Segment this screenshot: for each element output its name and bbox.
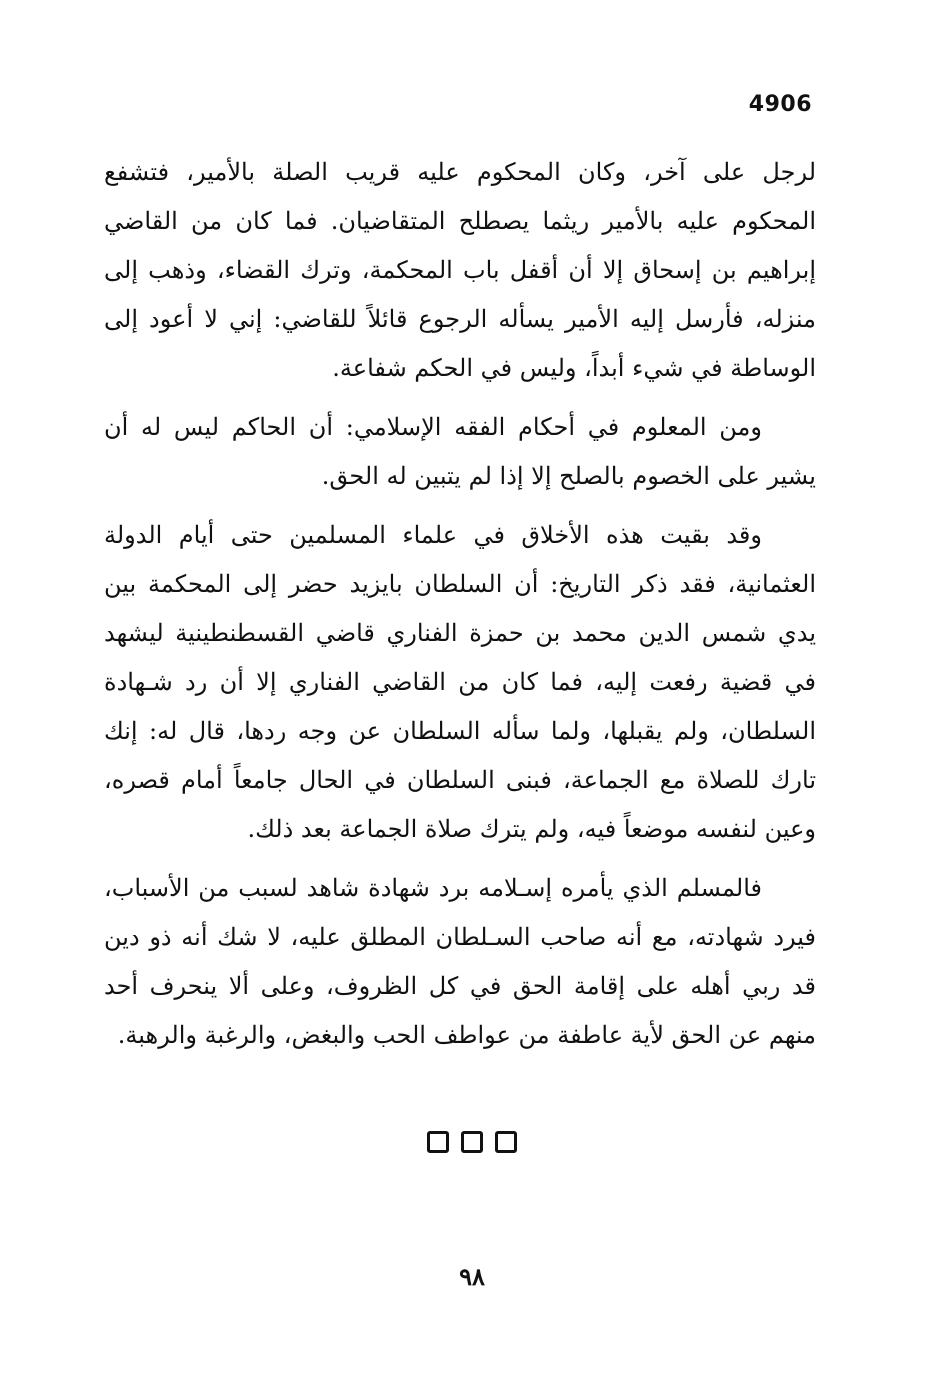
page-number: ٩٨ — [459, 1262, 485, 1291]
ornament-square-icon — [461, 1131, 483, 1153]
page-id-number: 4906 — [748, 92, 812, 117]
ornament-square-icon — [427, 1131, 449, 1153]
paragraph-2: ومن المعلوم في أحكام الفقه الإسلامي: أن الحاكم ليس له أن يشير على الخصوم بالصلح إلا إذا لم يتبين له الحق. — [104, 413, 816, 490]
section-divider-ornament — [0, 1131, 944, 1153]
ornament-square-icon — [495, 1131, 517, 1153]
body-text — [104, 148, 816, 1060]
paragraph-4: فالمسلم الذي يأمره إسـلامه برد شهادة شاهد لسبب من الأسباب، فيرد شهادته، مع أنه صاحب السـلطان المطلق عليه، لا شك أنه ذو دين قد ربي أهله على إقامة الحق في كل الظروف، وعلى ألا ينحرف أحد منهم عن الحق لأية عاطفة من عواطف الحب والبغض، والرغبة والرهبة. — [104, 874, 816, 1049]
paragraph-3: وقد بقيت هذه الأخلاق في علماء المسلمين حتى أيام الدولة العثمانية، فقد ذكر التاريخ: أن السلطان بايزيد حضر إلى المحكمة بين يدي شمس الدين محمد بن حمزة الفناري قاضي القسطنطينية ليشهد في قضية رفعت إليه، فما كان من القاضي الفناري إلا أن رد شـهادة السلطان، ولم يقبلها، ولما سأله السلطان عن وجه ردها، قال له: إنك تارك للصلاة مع الجماعة، فبنى السلطان في الحال جامعاً أمام قصره، وعين لنفسه موضعاً فيه، ولم يترك صلاة الجماعة بعد ذلك. — [104, 521, 816, 843]
paragraph-1: لرجل على آخر، وكان المحكوم عليه قريب الصلة بالأمير، فتشفع المحكوم عليه بالأمير ريثما يصطلح المتقاضيان. فما كان من القاضي إبراهيم بن إسحاق إلا أن أقفل باب المحكمة، وترك القضاء، وذهب إلى منزله، فأرسل إليه الأمير يسأله الرجوع قائلاً للقاضي: إني لا أعود إلى الوساطة في شيء أبداً، وليس في الحكم شفاعة. — [104, 158, 816, 382]
